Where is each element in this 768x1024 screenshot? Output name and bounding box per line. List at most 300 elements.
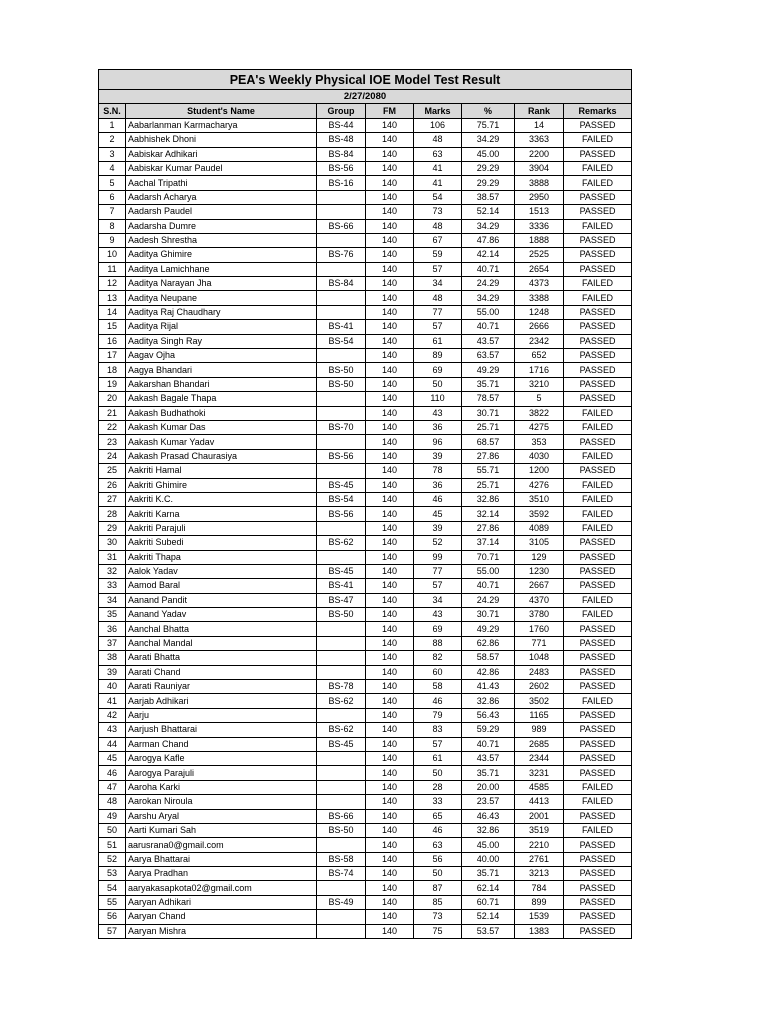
cell-fm: 140	[366, 895, 414, 909]
col-header-group: Group	[317, 104, 366, 118]
cell-sn: 43	[99, 723, 126, 737]
cell-group: BS-50	[317, 377, 366, 391]
cell-remarks: PASSED	[564, 852, 632, 866]
cell-sn: 6	[99, 190, 126, 204]
cell-percent: 25.71	[462, 478, 515, 492]
cell-fm: 140	[366, 118, 414, 132]
table-row	[99, 190, 632, 204]
cell-percent: 29.29	[462, 176, 515, 190]
cell-student-name: Aakriti Thapa	[126, 550, 317, 564]
cell-fm: 140	[366, 392, 414, 406]
cell-percent: 23.57	[462, 795, 515, 809]
cell-sn: 53	[99, 867, 126, 881]
cell-marks: 36	[414, 478, 462, 492]
cell-group	[317, 651, 366, 665]
cell-percent: 37.14	[462, 536, 515, 550]
cell-rank: 899	[515, 895, 564, 909]
cell-percent: 35.71	[462, 867, 515, 881]
cell-student-name: Aabhishek Dhoni	[126, 133, 317, 147]
cell-group: BS-58	[317, 852, 366, 866]
cell-group: BS-54	[317, 492, 366, 506]
cell-percent: 60.71	[462, 895, 515, 909]
result-date: 2/27/2080	[99, 90, 632, 104]
cell-fm: 140	[366, 780, 414, 794]
cell-fm: 140	[366, 636, 414, 650]
cell-fm: 140	[366, 823, 414, 837]
cell-fm: 140	[366, 881, 414, 895]
cell-group	[317, 910, 366, 924]
cell-marks: 87	[414, 881, 462, 895]
cell-fm: 140	[366, 809, 414, 823]
cell-sn: 24	[99, 449, 126, 463]
cell-sn: 52	[99, 852, 126, 866]
cell-fm: 140	[366, 161, 414, 175]
cell-fm: 140	[366, 536, 414, 550]
cell-remarks: FAILED	[564, 795, 632, 809]
cell-percent: 29.29	[462, 161, 515, 175]
cell-remarks: PASSED	[564, 334, 632, 348]
cell-fm: 140	[366, 665, 414, 679]
table-row	[99, 161, 632, 175]
cell-group: BS-50	[317, 823, 366, 837]
cell-marks: 61	[414, 751, 462, 765]
cell-remarks: PASSED	[564, 579, 632, 593]
cell-marks: 39	[414, 449, 462, 463]
cell-percent: 30.71	[462, 608, 515, 622]
cell-remarks: PASSED	[564, 305, 632, 319]
cell-marks: 50	[414, 867, 462, 881]
cell-remarks: PASSED	[564, 636, 632, 650]
cell-student-name: Aarati Rauniyar	[126, 680, 317, 694]
cell-group: BS-45	[317, 737, 366, 751]
cell-marks: 79	[414, 708, 462, 722]
cell-student-name: Aanchal Bhatta	[126, 622, 317, 636]
cell-sn: 35	[99, 608, 126, 622]
cell-sn: 9	[99, 233, 126, 247]
cell-remarks: FAILED	[564, 176, 632, 190]
cell-marks: 48	[414, 219, 462, 233]
cell-student-name: Aamod Baral	[126, 579, 317, 593]
cell-percent: 43.57	[462, 751, 515, 765]
table-row	[99, 492, 632, 506]
cell-student-name: aarusrana0@gmail.com	[126, 838, 317, 852]
cell-student-name: Aaditya Lamichhane	[126, 262, 317, 276]
cell-student-name: Aakarshan Bhandari	[126, 377, 317, 391]
cell-sn: 32	[99, 564, 126, 578]
cell-fm: 140	[366, 305, 414, 319]
table-row	[99, 205, 632, 219]
table-row	[99, 665, 632, 679]
cell-rank: 4370	[515, 593, 564, 607]
cell-sn: 13	[99, 291, 126, 305]
cell-fm: 140	[366, 262, 414, 276]
cell-remarks: PASSED	[564, 622, 632, 636]
cell-student-name: Aaryan Chand	[126, 910, 317, 924]
cell-marks: 85	[414, 895, 462, 909]
table-row	[99, 780, 632, 794]
cell-group: BS-84	[317, 277, 366, 291]
cell-student-name: Aarman Chand	[126, 737, 317, 751]
cell-remarks: FAILED	[564, 406, 632, 420]
table-row	[99, 895, 632, 909]
cell-percent: 40.71	[462, 579, 515, 593]
cell-group: BS-62	[317, 536, 366, 550]
cell-rank: 2761	[515, 852, 564, 866]
cell-group: BS-45	[317, 478, 366, 492]
table-row	[99, 133, 632, 147]
cell-rank: 3213	[515, 867, 564, 881]
cell-student-name: Aarati Bhatta	[126, 651, 317, 665]
cell-rank: 2001	[515, 809, 564, 823]
cell-rank: 353	[515, 435, 564, 449]
col-header-percent: %	[462, 104, 515, 118]
cell-group	[317, 305, 366, 319]
cell-remarks: PASSED	[564, 464, 632, 478]
cell-marks: 56	[414, 852, 462, 866]
cell-remarks: PASSED	[564, 550, 632, 564]
cell-marks: 58	[414, 680, 462, 694]
cell-percent: 42.86	[462, 665, 515, 679]
table-row	[99, 593, 632, 607]
cell-fm: 140	[366, 910, 414, 924]
cell-percent: 55.71	[462, 464, 515, 478]
cell-group: BS-70	[317, 420, 366, 434]
cell-remarks: FAILED	[564, 291, 632, 305]
cell-marks: 50	[414, 377, 462, 391]
cell-fm: 140	[366, 449, 414, 463]
cell-percent: 52.14	[462, 910, 515, 924]
cell-student-name: Aagav Ojha	[126, 349, 317, 363]
table-row	[99, 636, 632, 650]
cell-percent: 40.71	[462, 320, 515, 334]
cell-percent: 45.00	[462, 838, 515, 852]
cell-marks: 50	[414, 766, 462, 780]
cell-group	[317, 751, 366, 765]
cell-marks: 33	[414, 795, 462, 809]
cell-marks: 39	[414, 521, 462, 535]
cell-group: BS-50	[317, 363, 366, 377]
cell-remarks: PASSED	[564, 766, 632, 780]
cell-sn: 49	[99, 809, 126, 823]
cell-remarks: PASSED	[564, 751, 632, 765]
cell-fm: 140	[366, 593, 414, 607]
cell-remarks: FAILED	[564, 449, 632, 463]
cell-group	[317, 622, 366, 636]
table-row	[99, 291, 632, 305]
cell-group: BS-78	[317, 680, 366, 694]
cell-student-name: Aaryan Adhikari	[126, 895, 317, 909]
cell-rank: 2344	[515, 751, 564, 765]
cell-rank: 2654	[515, 262, 564, 276]
cell-rank: 4585	[515, 780, 564, 794]
cell-percent: 34.29	[462, 291, 515, 305]
cell-student-name: Aaditya Raj Chaudhary	[126, 305, 317, 319]
cell-sn: 26	[99, 478, 126, 492]
cell-student-name: Aanchal Mandal	[126, 636, 317, 650]
cell-marks: 46	[414, 823, 462, 837]
table-row	[99, 564, 632, 578]
cell-group: BS-44	[317, 118, 366, 132]
table-row	[99, 305, 632, 319]
cell-percent: 20.00	[462, 780, 515, 794]
cell-fm: 140	[366, 723, 414, 737]
cell-sn: 47	[99, 780, 126, 794]
table-row	[99, 608, 632, 622]
cell-rank: 3388	[515, 291, 564, 305]
cell-group: BS-45	[317, 564, 366, 578]
cell-marks: 110	[414, 392, 462, 406]
cell-student-name: Aarogya Parajuli	[126, 766, 317, 780]
cell-fm: 140	[366, 363, 414, 377]
cell-fm: 140	[366, 435, 414, 449]
cell-rank: 989	[515, 723, 564, 737]
cell-sn: 8	[99, 219, 126, 233]
cell-rank: 1248	[515, 305, 564, 319]
cell-fm: 140	[366, 737, 414, 751]
table-row	[99, 377, 632, 391]
col-header-marks: Marks	[414, 104, 462, 118]
cell-marks: 59	[414, 248, 462, 262]
cell-remarks: FAILED	[564, 521, 632, 535]
cell-group: BS-50	[317, 608, 366, 622]
cell-student-name: Aarogya Kafle	[126, 751, 317, 765]
col-header-remarks: Remarks	[564, 104, 632, 118]
cell-sn: 18	[99, 363, 126, 377]
cell-rank: 3502	[515, 694, 564, 708]
cell-percent: 43.57	[462, 334, 515, 348]
cell-fm: 140	[366, 377, 414, 391]
cell-student-name: Aabarlanman Karmacharya	[126, 118, 317, 132]
cell-sn: 41	[99, 694, 126, 708]
results-table	[98, 69, 632, 939]
cell-group: BS-62	[317, 694, 366, 708]
cell-remarks: FAILED	[564, 507, 632, 521]
cell-remarks: PASSED	[564, 895, 632, 909]
cell-sn: 48	[99, 795, 126, 809]
cell-remarks: PASSED	[564, 147, 632, 161]
cell-percent: 32.14	[462, 507, 515, 521]
cell-marks: 36	[414, 420, 462, 434]
cell-remarks: PASSED	[564, 680, 632, 694]
table-row	[99, 651, 632, 665]
cell-percent: 35.71	[462, 766, 515, 780]
cell-rank: 129	[515, 550, 564, 564]
cell-student-name: Aabiskar Adhikari	[126, 147, 317, 161]
cell-fm: 140	[366, 334, 414, 348]
cell-student-name: Aaroha Karki	[126, 780, 317, 794]
table-row	[99, 233, 632, 247]
cell-remarks: PASSED	[564, 233, 632, 247]
cell-marks: 48	[414, 291, 462, 305]
cell-rank: 4276	[515, 478, 564, 492]
cell-remarks: PASSED	[564, 564, 632, 578]
cell-marks: 57	[414, 737, 462, 751]
cell-student-name: Aarokan Niroula	[126, 795, 317, 809]
cell-marks: 34	[414, 593, 462, 607]
cell-fm: 140	[366, 564, 414, 578]
cell-remarks: PASSED	[564, 881, 632, 895]
cell-student-name: Aakash Prasad Chaurasiya	[126, 449, 317, 463]
cell-rank: 652	[515, 349, 564, 363]
cell-percent: 58.57	[462, 651, 515, 665]
table-row	[99, 694, 632, 708]
cell-marks: 69	[414, 363, 462, 377]
cell-group	[317, 233, 366, 247]
table-row	[99, 737, 632, 751]
cell-rank: 3363	[515, 133, 564, 147]
table-row	[99, 363, 632, 377]
cell-sn: 10	[99, 248, 126, 262]
cell-rank: 1760	[515, 622, 564, 636]
cell-sn: 46	[99, 766, 126, 780]
cell-fm: 140	[366, 608, 414, 622]
cell-group	[317, 708, 366, 722]
cell-marks: 28	[414, 780, 462, 794]
cell-sn: 27	[99, 492, 126, 506]
cell-group	[317, 190, 366, 204]
cell-percent: 55.00	[462, 564, 515, 578]
table-row	[99, 867, 632, 881]
cell-percent: 55.00	[462, 305, 515, 319]
cell-group: BS-76	[317, 248, 366, 262]
cell-rank: 3888	[515, 176, 564, 190]
cell-fm: 140	[366, 622, 414, 636]
cell-sn: 39	[99, 665, 126, 679]
cell-percent: 59.29	[462, 723, 515, 737]
cell-group	[317, 766, 366, 780]
cell-rank: 1383	[515, 924, 564, 938]
cell-marks: 106	[414, 118, 462, 132]
cell-percent: 34.29	[462, 219, 515, 233]
cell-remarks: PASSED	[564, 536, 632, 550]
cell-sn: 5	[99, 176, 126, 190]
cell-sn: 12	[99, 277, 126, 291]
cell-sn: 15	[99, 320, 126, 334]
cell-remarks: PASSED	[564, 867, 632, 881]
cell-fm: 140	[366, 147, 414, 161]
header-row	[99, 104, 632, 118]
cell-sn: 29	[99, 521, 126, 535]
cell-percent: 32.86	[462, 694, 515, 708]
cell-percent: 78.57	[462, 392, 515, 406]
cell-student-name: Aadarsha Dumre	[126, 219, 317, 233]
cell-rank: 3904	[515, 161, 564, 175]
col-header-name: Student's Name	[126, 104, 317, 118]
cell-rank: 4089	[515, 521, 564, 535]
cell-sn: 19	[99, 377, 126, 391]
cell-group: BS-56	[317, 449, 366, 463]
cell-group: BS-16	[317, 176, 366, 190]
cell-marks: 41	[414, 176, 462, 190]
cell-fm: 140	[366, 838, 414, 852]
cell-rank: 2483	[515, 665, 564, 679]
sheet-title: PEA's Weekly Physical IOE Model Test Result	[99, 70, 632, 90]
cell-rank: 3592	[515, 507, 564, 521]
cell-sn: 40	[99, 680, 126, 694]
cell-marks: 75	[414, 924, 462, 938]
cell-sn: 56	[99, 910, 126, 924]
cell-marks: 54	[414, 190, 462, 204]
cell-remarks: PASSED	[564, 190, 632, 204]
cell-remarks: FAILED	[564, 133, 632, 147]
cell-sn: 55	[99, 895, 126, 909]
cell-sn: 4	[99, 161, 126, 175]
cell-sn: 3	[99, 147, 126, 161]
cell-rank: 1230	[515, 564, 564, 578]
date-row	[99, 90, 632, 104]
cell-student-name: Aadarsh Acharya	[126, 190, 317, 204]
table-row	[99, 536, 632, 550]
cell-group: BS-54	[317, 334, 366, 348]
cell-percent: 62.86	[462, 636, 515, 650]
table-row	[99, 320, 632, 334]
cell-group	[317, 780, 366, 794]
cell-rank: 3780	[515, 608, 564, 622]
cell-rank: 4030	[515, 449, 564, 463]
cell-student-name: Aakash Kumar Yadav	[126, 435, 317, 449]
table-row	[99, 579, 632, 593]
cell-percent: 68.57	[462, 435, 515, 449]
cell-percent: 38.57	[462, 190, 515, 204]
cell-sn: 14	[99, 305, 126, 319]
cell-remarks: PASSED	[564, 363, 632, 377]
cell-rank: 2685	[515, 737, 564, 751]
cell-percent: 40.71	[462, 262, 515, 276]
cell-remarks: FAILED	[564, 694, 632, 708]
cell-marks: 34	[414, 277, 462, 291]
cell-marks: 89	[414, 349, 462, 363]
cell-student-name: Aarya Pradhan	[126, 867, 317, 881]
cell-rank: 4275	[515, 420, 564, 434]
cell-group: BS-66	[317, 219, 366, 233]
cell-sn: 11	[99, 262, 126, 276]
cell-student-name: Aakriti Subedi	[126, 536, 317, 550]
cell-student-name: Aakash Budhathoki	[126, 406, 317, 420]
cell-student-name: Aarju	[126, 708, 317, 722]
cell-marks: 57	[414, 579, 462, 593]
cell-marks: 73	[414, 910, 462, 924]
cell-group	[317, 550, 366, 564]
cell-student-name: Aalok Yadav	[126, 564, 317, 578]
cell-fm: 140	[366, 349, 414, 363]
cell-student-name: Aarjab Adhikari	[126, 694, 317, 708]
cell-remarks: FAILED	[564, 780, 632, 794]
cell-remarks: FAILED	[564, 608, 632, 622]
cell-remarks: PASSED	[564, 349, 632, 363]
cell-rank: 4373	[515, 277, 564, 291]
cell-remarks: FAILED	[564, 161, 632, 175]
cell-sn: 33	[99, 579, 126, 593]
cell-sn: 21	[99, 406, 126, 420]
cell-fm: 140	[366, 795, 414, 809]
cell-sn: 16	[99, 334, 126, 348]
cell-fm: 140	[366, 766, 414, 780]
cell-remarks: FAILED	[564, 219, 632, 233]
cell-student-name: Aanand Yadav	[126, 608, 317, 622]
cell-percent: 40.00	[462, 852, 515, 866]
cell-percent: 75.71	[462, 118, 515, 132]
cell-sn: 25	[99, 464, 126, 478]
cell-student-name: Aaditya Singh Ray	[126, 334, 317, 348]
cell-rank: 2200	[515, 147, 564, 161]
cell-group	[317, 406, 366, 420]
cell-percent: 49.29	[462, 363, 515, 377]
cell-group	[317, 435, 366, 449]
cell-student-name: Aachal Tripathi	[126, 176, 317, 190]
cell-percent: 49.29	[462, 622, 515, 636]
cell-percent: 47.86	[462, 233, 515, 247]
cell-group	[317, 205, 366, 219]
